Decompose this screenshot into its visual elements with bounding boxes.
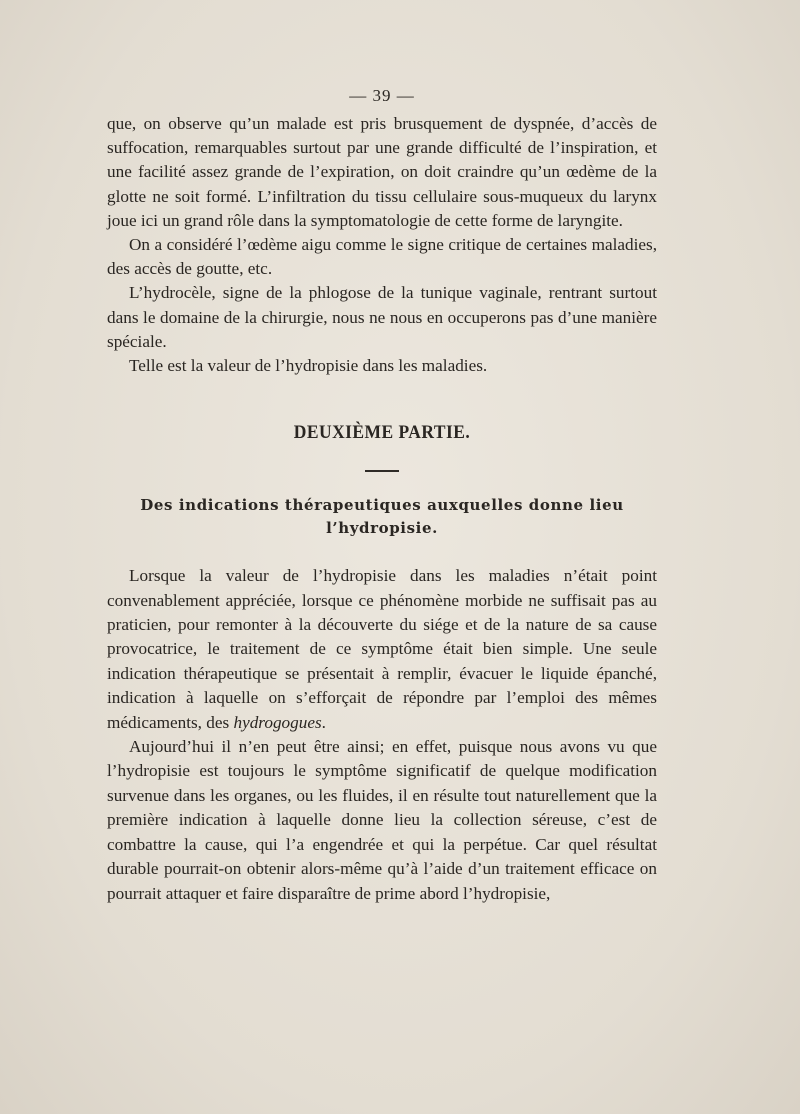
- part-title: DEUXIÈME PARTIE.: [293, 422, 471, 444]
- page-content: [107, 86, 657, 906]
- section-bottom-text: [107, 564, 657, 906]
- section-top-text: [107, 112, 657, 378]
- chapter-title-line-2: l’hydropisie.: [326, 519, 438, 538]
- section-divider: [365, 470, 399, 472]
- paragraph-lorsque-text: Lorsque la valeur de l’hydropisie dans les maladies n’était point convenablement appréciée, lorsque ce phénomène morbide ne suffisait pas au praticien, pour remonter à la découverte du siége et de la nature de sa cause provocatrice, le traitement de ce symptôme était bien simple. Une seule indication thérapeutique se présentait à remplir, évacuer le liquide épanché, indication à laquelle on s’efforçait de répondre par l’emploi des mêmes médicaments, des: [107, 566, 657, 732]
- chapter-title: [107, 494, 657, 540]
- paragraph-conclusion: Telle est la valeur de l’hydropisie dans les maladies.: [129, 356, 488, 376]
- page-number: — 39 —: [349, 86, 415, 105]
- hydrogogues-italic: hydrogogues: [233, 712, 322, 732]
- paragraph-lorsque-end: .: [321, 712, 326, 732]
- paragraph-hydrocele: L’hydrocèle, signe de la phlogose de la tunique vaginale, rentrant surtout dans le domaine de la chirurgie, nous ne nous en occuperons pas d’une manière spéciale.: [107, 283, 657, 351]
- paragraph-continued: que, on observe qu’un malade est pris brusquement de dyspnée, d’accès de suffocation, remarquables surtout par une grande difficulté de l’inspiration, et une facilité assez grande de l’expiration, on doit craindre qu’un œdème de la glotte ne soit formé. L’infiltration du tissu cellulaire sous-muqueux du larynx joue ici un grand rôle dans la symptomatologie de cette forme de laryngite.: [107, 114, 657, 230]
- paragraph-oedeme: On a considéré l’œdème aigu comme le signe critique de certaines maladies, des accès de goutte, etc.: [107, 235, 657, 279]
- chapter-title-line-1: Des indications thérapeutiques auxquelles donne lieu: [140, 496, 624, 515]
- paragraph-aujourdhui: Aujourd’hui il n’en peut être ainsi; en effet, puisque nous avons vu que l’hydropisie est toujours le symptôme significatif de quelque modification survenue dans les organes, ou les fluides, il en résulte tout naturellement que la première indication à laquelle donne lieu la collection séreuse, c’est de combattre la cause, qui l’a engendrée et qui la perpétue. Car quel résultat durable pourrait-on obtenir alors-même qu’à l’aide d’un traitement efficace on pourrait attaquer et faire disparaître de prime abord l’hydropisie,: [107, 737, 657, 903]
- paragraph-lorsque: [107, 564, 657, 735]
